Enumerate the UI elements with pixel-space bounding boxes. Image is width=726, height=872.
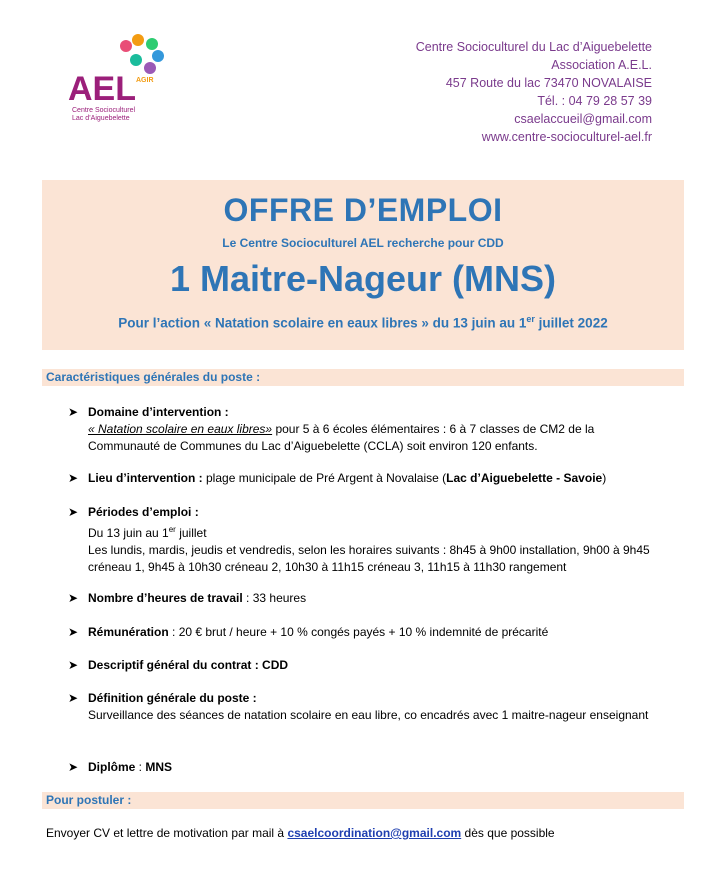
arrow-bullet-icon: ➤ [68,471,79,485]
domaine-link: « Natation scolaire en eaux libres» [88,422,273,436]
logo-graphic [66,30,176,130]
action-prefix: Pour l’action « Natation scolaire en eaux libres » du 13 juin au 1 [118,315,527,331]
heures-text: : 33 heures [242,591,307,605]
action-sup: er [526,314,535,324]
address: 457 Route du lac 73470 NOVALAISE [445,76,652,90]
remu-text: : 20 € brut / heure + 10 % congés payés + 10 % indemnité de précarité [168,625,549,639]
apply-instructions [46,826,555,840]
lieu-bold: Lac d’Aiguebelette - Savoie [446,471,603,485]
offer-subtitle: Le Centre Socioculturel AEL recherche pour CDD [222,236,504,250]
logo-tag: AGIR [136,77,154,84]
phone: Tél. : 04 79 28 57 39 [537,94,652,108]
domaine-text-2: Communauté de Communes du Lac d’Aiguebelette (CCLA) soit environ 120 enfants. [88,439,538,453]
heures-label: Nombre d’heures de travail [88,591,243,605]
diplome-value: MNS [145,760,173,774]
email-contact[interactable]: csaelaccueil@gmail.com [514,112,652,126]
logo-subtitle-2: Lac d’Aiguebelette [72,115,130,122]
lieu-label: Lieu d’intervention : [88,471,203,485]
website[interactable]: www.centre-socioculturel-ael.fr [481,130,652,144]
remu-label: Rémunération [88,625,169,639]
association-name: Association A.E.L. [551,58,652,72]
periodes-line1sup: er [168,525,176,534]
lieu-end: ) [602,471,607,485]
arrow-bullet-icon: ➤ [68,405,79,419]
org-name: Centre Socioculturel du Lac d’Aiguebelette [415,40,652,54]
apply-email-link[interactable]: csaelcoordination@gmail.com [287,826,462,840]
diplome-label: Diplôme [88,760,136,774]
logo-subtitle-1: Centre Socioculturel [72,107,136,114]
periodes-line2: Les lundis, mardis, jeudis et vendredis, selon les horaires suivants : 8h45 à 9h00 installation, 9h00 à 9h45 [88,543,650,557]
ael-logo [66,30,176,130]
periodes-label: Périodes d’emploi : [88,505,199,519]
offer-title: OFFRE D’EMPLOI [223,192,503,228]
position-title: 1 Maitre-Nageur (MNS) [169,258,557,299]
contact-header [416,38,652,146]
definition-text: Surveillance des séances de natation scolaire en eau libre, co encadrés avec 1 maitre-nageur enseignant [88,708,649,722]
arrow-bullet-icon: ➤ [68,591,79,605]
arrow-bullet-icon: ➤ [68,625,79,639]
job-offer-banner [42,180,684,350]
diplome-sep: : [135,760,146,774]
section-characteristics: Caractéristiques générales du poste : [42,369,684,386]
periodes-line3: créneau 1, 9h45 à 10h30 créneau 2, 10h30 à 11h15 créneau 3, 11h15 à 11h30 rangement [88,560,567,574]
lieu-text: plage municipale de Pré Argent à Novalaise ( [202,471,447,485]
apply-prefix: Envoyer CV et lettre de motivation par mail à [46,826,288,840]
arrow-bullet-icon: ➤ [68,658,79,672]
arrow-bullet-icon: ➤ [68,691,79,705]
domaine-text-1: pour 5 à 6 écoles élémentaires : 6 à 7 classes de CM2 de la [272,422,595,436]
action-suffix: juillet 2022 [534,315,608,331]
definition-label: Définition générale du poste : [88,691,257,705]
arrow-bullet-icon: ➤ [68,505,79,519]
action-line [42,314,684,331]
periodes-line1b: juillet [175,526,207,540]
contrat-label: Descriptif général du contrat : CDD [88,658,289,672]
periodes-line1a: Du 13 juin au 1 [88,526,169,540]
apply-suffix: dès que possible [461,826,555,840]
section-apply: Pour postuler : [42,792,684,809]
arrow-bullet-icon: ➤ [68,760,79,774]
domaine-label: Domaine d’intervention : [88,405,229,419]
logo-letters: AEL [68,70,136,108]
